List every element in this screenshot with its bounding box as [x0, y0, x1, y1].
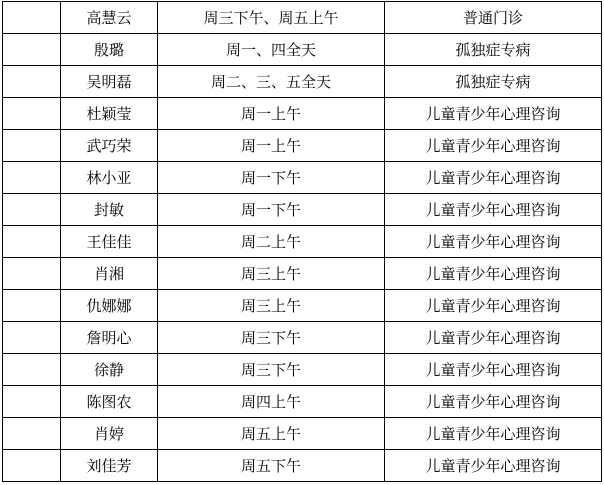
- clinic-time-cell: 周一上午: [158, 98, 385, 130]
- schedule-table: [2, 1, 602, 482]
- table-row: [3, 162, 602, 194]
- clinic-type-cell: 儿童青少年心理咨询: [385, 194, 602, 226]
- table-row: [3, 98, 602, 130]
- clinic-time-cell: 周五下午: [158, 450, 385, 482]
- table-row: [3, 194, 602, 226]
- row-blank-cell: [3, 290, 61, 322]
- table-row: [3, 290, 602, 322]
- clinic-time-cell: 周一、四全天: [158, 34, 385, 66]
- doctor-name-cell: 仇娜娜: [61, 290, 158, 322]
- clinic-type-cell: 普通门诊: [385, 2, 602, 34]
- doctor-name-cell: 詹明心: [61, 322, 158, 354]
- clinic-type-cell: 孤独症专病: [385, 34, 602, 66]
- clinic-type-cell: 儿童青少年心理咨询: [385, 322, 602, 354]
- row-blank-cell: [3, 322, 61, 354]
- clinic-type-cell: 儿童青少年心理咨询: [385, 130, 602, 162]
- table-row: [3, 226, 602, 258]
- clinic-type-cell: 儿童青少年心理咨询: [385, 162, 602, 194]
- table-row: [3, 258, 602, 290]
- clinic-time-cell: 周一下午: [158, 162, 385, 194]
- clinic-type-cell: 儿童青少年心理咨询: [385, 386, 602, 418]
- row-blank-cell: [3, 450, 61, 482]
- clinic-time-cell: 周二上午: [158, 226, 385, 258]
- doctor-name-cell: 武巧荣: [61, 130, 158, 162]
- row-blank-cell: [3, 2, 61, 34]
- clinic-type-cell: 孤独症专病: [385, 66, 602, 98]
- table-row: [3, 130, 602, 162]
- row-blank-cell: [3, 226, 61, 258]
- row-blank-cell: [3, 34, 61, 66]
- doctor-name-cell: 林小亚: [61, 162, 158, 194]
- doctor-name-cell: 肖湘: [61, 258, 158, 290]
- clinic-type-cell: 儿童青少年心理咨询: [385, 450, 602, 482]
- doctor-name-cell: 陈图农: [61, 386, 158, 418]
- clinic-time-cell: 周一上午: [158, 130, 385, 162]
- table-row: [3, 418, 602, 450]
- row-blank-cell: [3, 194, 61, 226]
- row-blank-cell: [3, 66, 61, 98]
- clinic-time-cell: 周三下午: [158, 354, 385, 386]
- clinic-time-cell: 周一下午: [158, 194, 385, 226]
- clinic-time-cell: 周三下午: [158, 322, 385, 354]
- clinic-type-cell: 儿童青少年心理咨询: [385, 258, 602, 290]
- clinic-type-cell: 儿童青少年心理咨询: [385, 290, 602, 322]
- clinic-type-cell: 儿童青少年心理咨询: [385, 418, 602, 450]
- table-row: [3, 322, 602, 354]
- doctor-name-cell: 封敏: [61, 194, 158, 226]
- doctor-name-cell: 杜颖莹: [61, 98, 158, 130]
- doctor-name-cell: 刘佳芳: [61, 450, 158, 482]
- row-blank-cell: [3, 386, 61, 418]
- doctor-name-cell: 吴明磊: [61, 66, 158, 98]
- table-row: [3, 2, 602, 34]
- table-row: [3, 354, 602, 386]
- table-row: [3, 386, 602, 418]
- clinic-time-cell: 周五上午: [158, 418, 385, 450]
- row-blank-cell: [3, 162, 61, 194]
- row-blank-cell: [3, 418, 61, 450]
- clinic-time-cell: 周三上午: [158, 258, 385, 290]
- row-blank-cell: [3, 258, 61, 290]
- clinic-time-cell: 周二、三、五全天: [158, 66, 385, 98]
- table-row: [3, 66, 602, 98]
- clinic-time-cell: 周三上午: [158, 290, 385, 322]
- doctor-name-cell: 殷璐: [61, 34, 158, 66]
- clinic-type-cell: 儿童青少年心理咨询: [385, 226, 602, 258]
- row-blank-cell: [3, 130, 61, 162]
- clinic-type-cell: 儿童青少年心理咨询: [385, 354, 602, 386]
- schedule-table-body: [3, 2, 602, 482]
- doctor-name-cell: 肖婷: [61, 418, 158, 450]
- clinic-type-cell: 儿童青少年心理咨询: [385, 98, 602, 130]
- row-blank-cell: [3, 98, 61, 130]
- row-blank-cell: [3, 354, 61, 386]
- table-row: [3, 34, 602, 66]
- doctor-name-cell: 王佳佳: [61, 226, 158, 258]
- table-row: [3, 450, 602, 482]
- doctor-name-cell: 高慧云: [61, 2, 158, 34]
- clinic-time-cell: 周三下午、周五上午: [158, 2, 385, 34]
- clinic-time-cell: 周四上午: [158, 386, 385, 418]
- doctor-name-cell: 徐静: [61, 354, 158, 386]
